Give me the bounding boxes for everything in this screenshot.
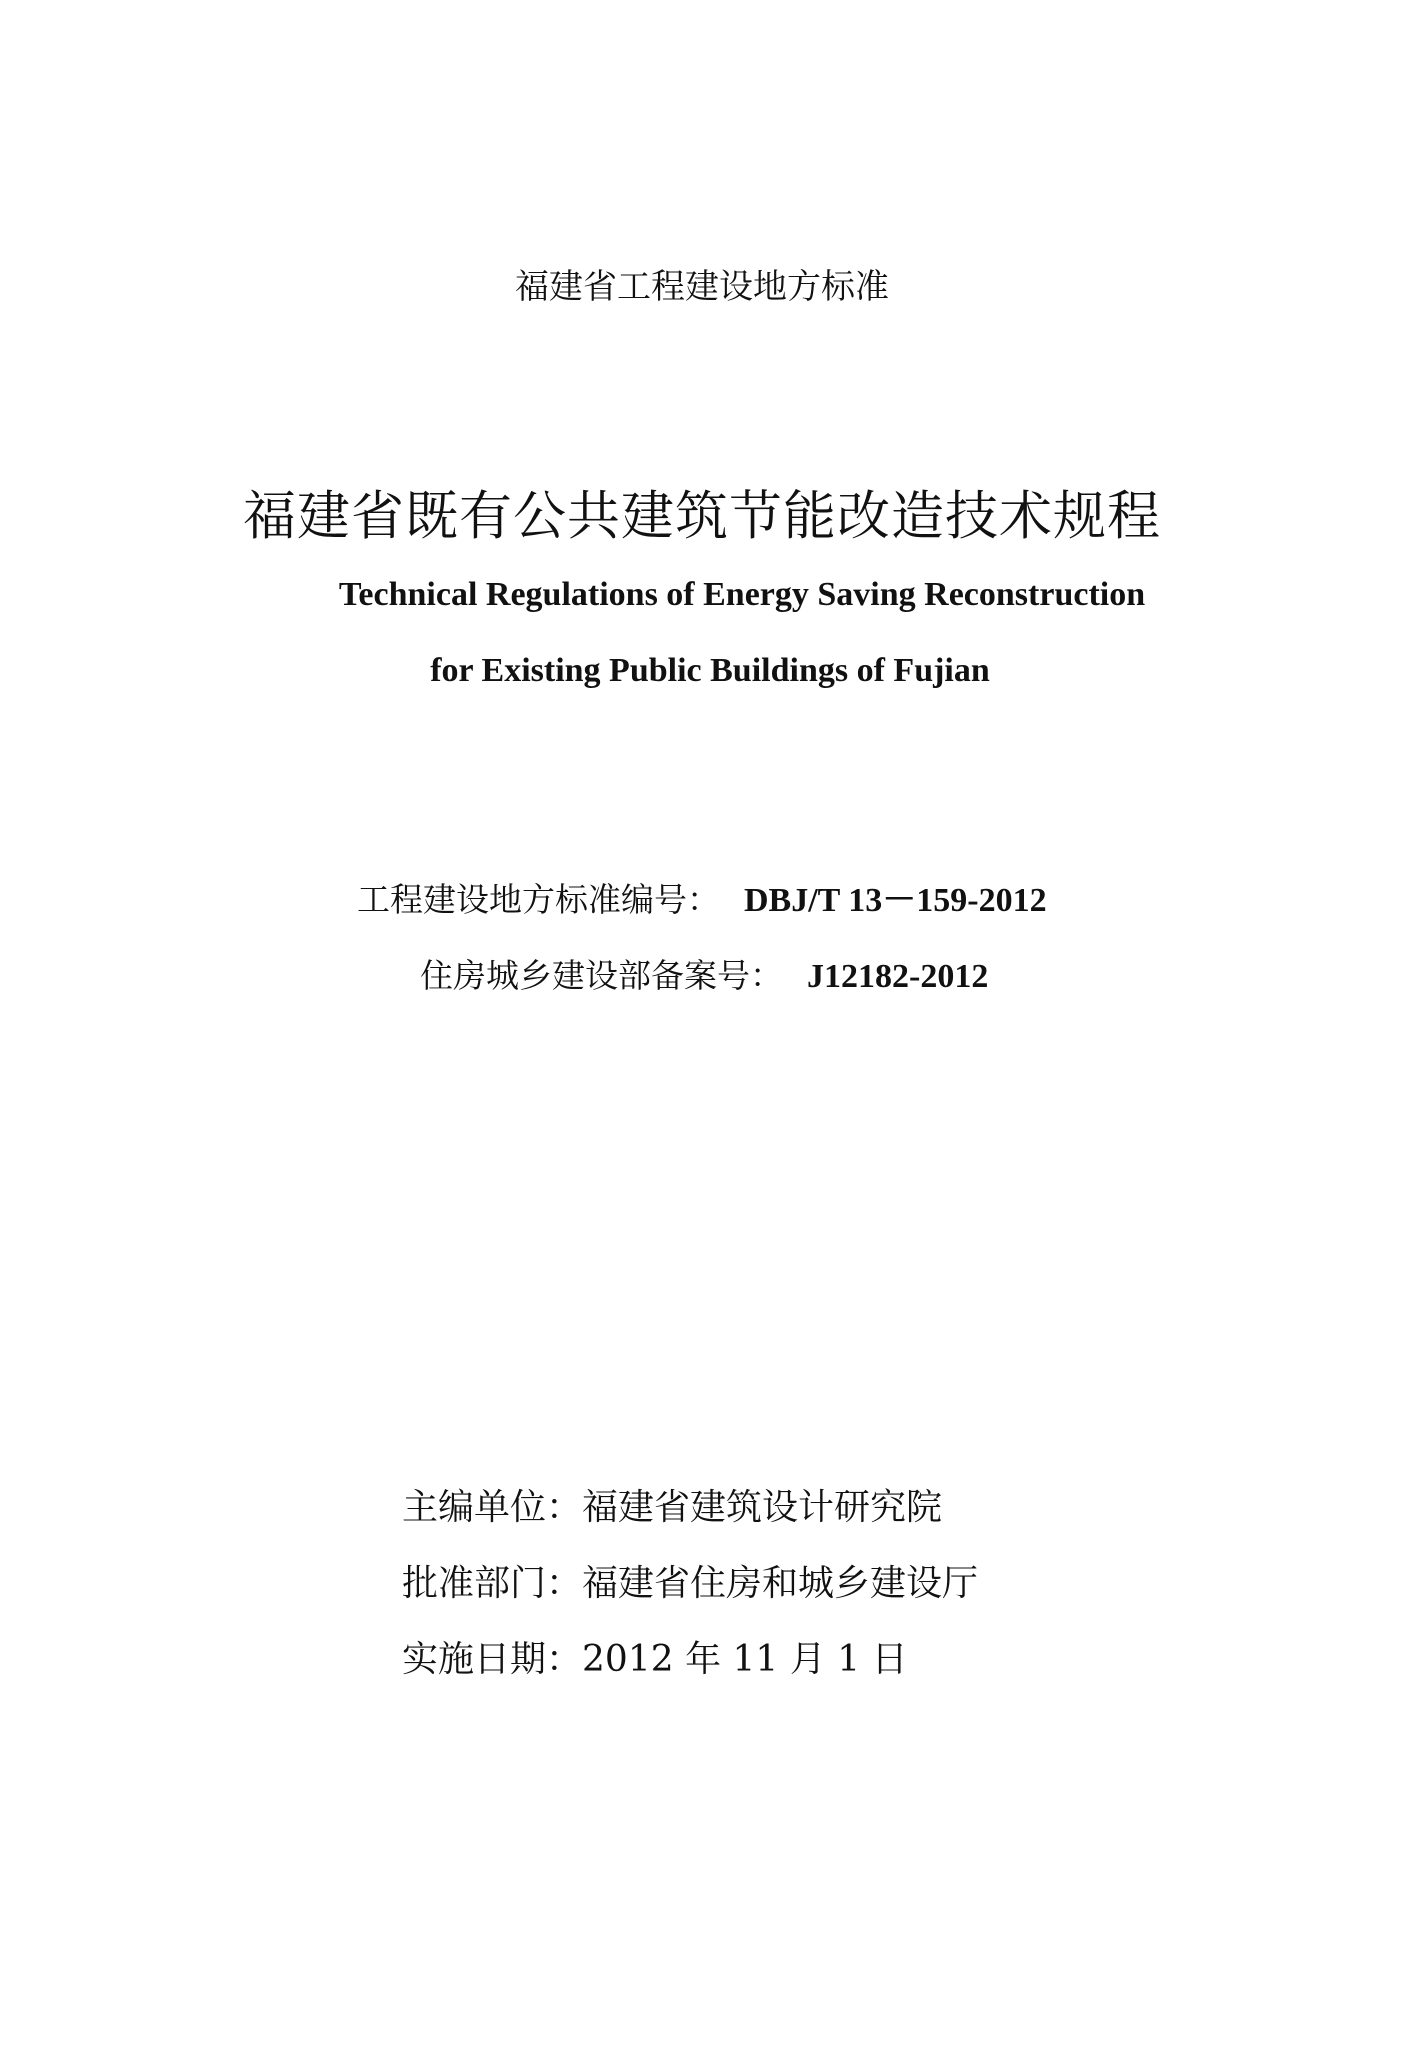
record-number-label: 住房城乡建设部备案号： (420, 956, 783, 995)
series-title: 福建省工程建设地方标准 (515, 267, 889, 307)
document-title-chinese: 福建省既有公共建筑节能改造技术规程 (243, 486, 1161, 547)
standard-number-value: DBJ/T 13－159-2012 (744, 882, 1047, 919)
standard-number-label: 工程建设地方标准编号： (357, 880, 720, 919)
approver-value: 福建省住房和城乡建设厅 (582, 1563, 979, 1604)
editor-row (402, 1487, 943, 1528)
record-number-row (420, 956, 989, 995)
effective-date-label: 实施日期： (402, 1639, 583, 1680)
effective-date-value: 2012 年 11 月 1 日 (582, 1639, 908, 1680)
editor-label: 主编单位： (402, 1487, 583, 1528)
document-title-english-line-2: for Existing Public Buildings of Fujian (430, 652, 990, 689)
effective-date-row (402, 1639, 908, 1680)
standard-number-row (357, 880, 1047, 919)
approver-row (402, 1563, 979, 1604)
document-title-english-line-1: Technical Regulations of Energy Saving Reconstruction (338, 576, 1146, 613)
approver-label: 批准部门： (402, 1563, 583, 1604)
editor-value: 福建省建筑设计研究院 (582, 1487, 943, 1528)
record-number-value: J12182-2012 (807, 958, 989, 995)
